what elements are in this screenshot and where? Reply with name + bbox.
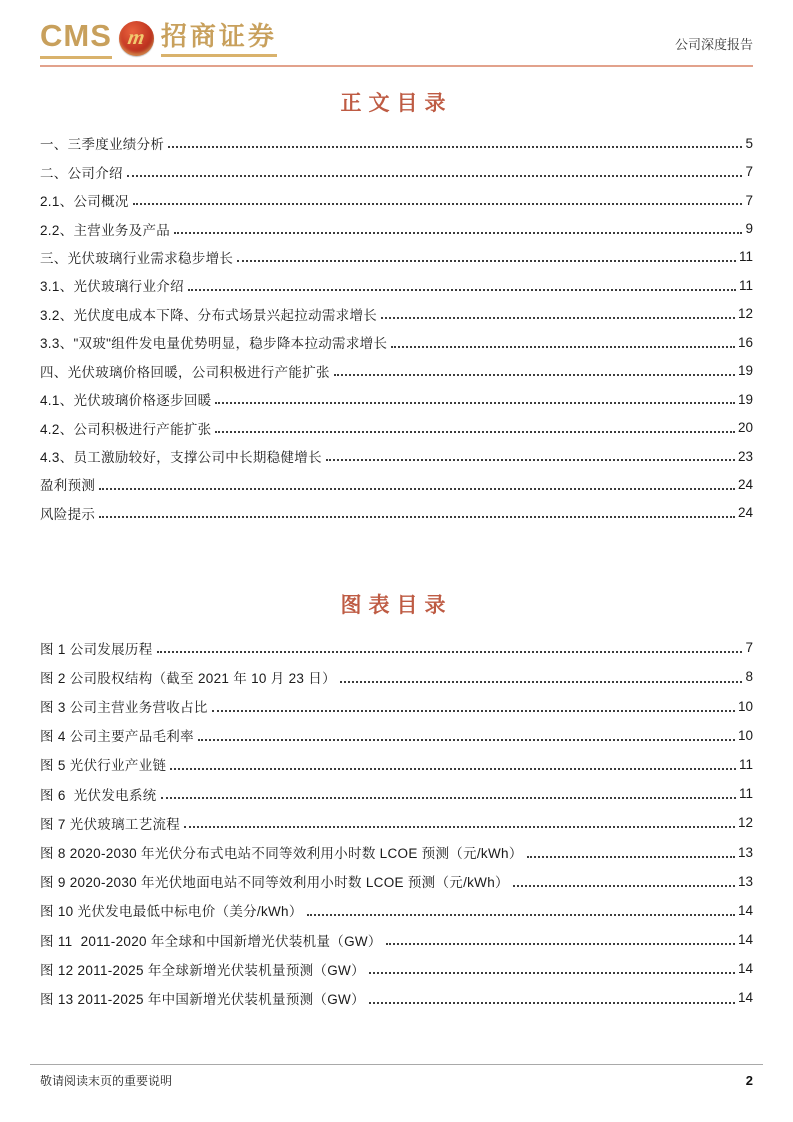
dot-leader	[326, 459, 735, 461]
figure-entry-page-number: 13	[737, 873, 753, 889]
dot-leader	[99, 488, 735, 490]
figure-entry-row	[40, 662, 753, 691]
toc-entry-row	[40, 157, 753, 185]
toc-entry-page-number: 20	[737, 420, 753, 436]
footer-content	[30, 1072, 763, 1089]
dot-leader	[334, 374, 735, 376]
figure-entry-label: 图 13 2011-2025 年中国新增光伏装机量预测（GW）	[40, 991, 365, 1007]
page-header	[40, 0, 753, 59]
toc-entry-label: 风险提示	[40, 506, 96, 522]
page-footer	[30, 1064, 763, 1089]
toc-entry-row	[40, 243, 753, 271]
figure-entry-page-number: 14	[737, 990, 753, 1006]
toc-entry-page-number: 11	[738, 249, 753, 265]
footer-page-number: 2	[745, 1073, 753, 1088]
toc-entry-label: 三、光伏玻璃行业需求稳步增长	[40, 250, 234, 266]
toc-entry-row	[40, 385, 753, 413]
toc-entry-label: 4.2、公司积极进行产能扩张	[40, 421, 212, 437]
figure-entry-row	[40, 750, 753, 779]
toc-entry-page-number: 12	[737, 306, 753, 322]
figure-entry-label: 图 9 2020-2030 年光伏地面电站不同等效利用小时数 LCOE 预测（元/kWh）	[40, 875, 509, 891]
dot-leader	[133, 203, 743, 205]
dot-leader	[99, 516, 735, 518]
toc-entry-page-number: 9	[745, 221, 753, 237]
figures-section-title: 图表目录	[340, 594, 453, 618]
report-type-label: 公司深度报告	[674, 37, 753, 52]
dot-leader	[188, 289, 736, 291]
toc-entry-row	[40, 442, 753, 470]
figure-entry-row	[40, 808, 753, 837]
figure-entry-page-number: 14	[737, 902, 753, 918]
toc-entry-row	[40, 300, 753, 328]
figure-entry-page-number: 11	[738, 756, 753, 772]
figure-entry-row	[40, 721, 753, 750]
figure-entry-label: 图 2 公司股权结构（截至 2021 年 10 月 23 日）	[40, 670, 336, 686]
dot-leader	[237, 260, 736, 262]
dot-leader	[127, 175, 743, 177]
dot-leader	[168, 146, 742, 148]
toc-entry-row	[40, 413, 753, 441]
dot-leader	[340, 681, 743, 683]
toc-entry-page-number: 7	[745, 192, 753, 208]
toc-entry-label: 3.1、光伏玻璃行业介绍	[40, 279, 184, 295]
figures-list	[40, 633, 753, 1012]
toc-entry-row	[40, 214, 753, 242]
toc-entry-label: 2.1、公司概况	[40, 194, 129, 210]
toc-entry-label: 盈利预测	[40, 478, 96, 494]
toc-entry-label: 3.3、"双玻"组件发电量优势明显，稳步降本拉动需求增长	[40, 336, 388, 352]
figure-entry-page-number: 8	[745, 669, 753, 685]
cms-logo-badge-icon	[119, 21, 154, 56]
figure-entry-label: 图 6 光伏发电系统	[40, 787, 157, 803]
dot-leader	[198, 739, 735, 741]
toc-entry-page-number: 24	[737, 476, 753, 492]
toc-entry-page-number: 19	[737, 363, 753, 379]
figure-entry-page-number: 10	[737, 727, 753, 743]
figure-entry-row	[40, 925, 753, 954]
dot-leader	[215, 402, 735, 404]
figure-entry-label: 图 7 光伏玻璃工艺流程	[40, 816, 181, 832]
figure-entry-page-number: 11	[738, 786, 753, 802]
toc-entry-label: 4.1、光伏玻璃价格逐步回暖	[40, 393, 212, 409]
dot-leader	[386, 943, 735, 945]
figure-entry-label: 图 8 2020-2030 年光伏分布式电站不同等效利用小时数 LCOE 预测（元/kWh）	[40, 846, 523, 862]
dot-leader	[174, 232, 742, 234]
dot-leader	[381, 317, 735, 319]
figure-entry-row	[40, 896, 753, 925]
dot-leader	[391, 346, 735, 348]
dot-leader	[161, 797, 736, 799]
figure-entry-label: 图 4 公司主要产品毛利率	[40, 729, 194, 745]
toc-entry-label: 2.2、主营业务及产品	[40, 222, 171, 238]
toc-entry-page-number: 11	[738, 277, 753, 293]
cms-logo-chinese-text: 招商证券	[161, 22, 277, 57]
toc-entry-page-number: 16	[737, 334, 753, 350]
cms-badge-m-glyph: m	[126, 25, 147, 49]
cms-logo-text: CMS	[40, 20, 112, 59]
toc-entry-label: 4.3、员工激励较好，支撑公司中长期稳健增长	[40, 450, 322, 466]
toc-entry-row	[40, 129, 753, 157]
toc-entry-row	[40, 470, 753, 498]
figure-entry-page-number: 13	[737, 844, 753, 860]
dot-leader	[369, 972, 735, 974]
figure-entry-row	[40, 867, 753, 896]
dot-leader	[513, 885, 735, 887]
footer-divider	[30, 1064, 763, 1065]
cms-logo	[40, 20, 277, 59]
figure-entry-page-number: 12	[737, 815, 753, 831]
footer-disclaimer: 敬请阅读末页的重要说明	[40, 1074, 173, 1088]
dot-leader	[369, 1002, 735, 1004]
toc-entry-page-number: 23	[737, 448, 753, 464]
figure-entry-row	[40, 954, 753, 983]
dot-leader	[215, 431, 735, 433]
toc-entry-label: 3.2、光伏度电成本下降、分布式场景兴起拉动需求增长	[40, 307, 378, 323]
toc-entry-label: 二、公司介绍	[40, 165, 123, 181]
toc-entry-row	[40, 186, 753, 214]
dot-leader	[184, 826, 735, 828]
toc-entry-page-number: 5	[745, 135, 753, 151]
toc-entry-row	[40, 499, 753, 527]
figure-entry-label: 图 5 光伏行业产业链	[40, 758, 167, 774]
figure-entry-row	[40, 633, 753, 662]
toc-entry-row	[40, 328, 753, 356]
toc-entry-page-number: 7	[745, 164, 753, 180]
figure-entry-page-number: 14	[737, 961, 753, 977]
toc-list	[40, 129, 753, 527]
figure-entry-row	[40, 779, 753, 808]
dot-leader	[307, 914, 735, 916]
figure-entry-label: 图 10 光伏发电最低中标电价（美分/kWh）	[40, 904, 303, 920]
figure-entry-label: 图 12 2011-2025 年全球新增光伏装机量预测（GW）	[40, 962, 365, 978]
figure-entry-row	[40, 692, 753, 721]
figure-entry-page-number: 10	[737, 698, 753, 714]
dot-leader	[170, 768, 736, 770]
figure-entry-page-number: 14	[737, 932, 753, 948]
dot-leader	[527, 856, 735, 858]
dot-leader	[212, 710, 735, 712]
toc-entry-label: 一、三季度业绩分析	[40, 137, 165, 153]
toc-entry-page-number: 19	[737, 391, 753, 407]
header-divider	[40, 65, 753, 67]
figure-entry-page-number: 7	[745, 640, 753, 656]
figure-entry-label: 图 11 2011-2020 年全球和中国新增光伏装机量（GW）	[40, 933, 382, 949]
figure-entry-row	[40, 983, 753, 1012]
figure-entry-label: 图 3 公司主营业务营收占比	[40, 700, 208, 716]
toc-entry-row	[40, 357, 753, 385]
toc-entry-row	[40, 271, 753, 299]
figure-entry-row	[40, 837, 753, 866]
toc-entry-label: 四、光伏玻璃价格回暖，公司积极进行产能扩张	[40, 364, 330, 380]
toc-entry-page-number: 24	[737, 505, 753, 521]
dot-leader	[157, 651, 743, 653]
toc-section-title: 正文目录	[340, 92, 453, 115]
figure-entry-label: 图 1 公司发展历程	[40, 641, 153, 657]
